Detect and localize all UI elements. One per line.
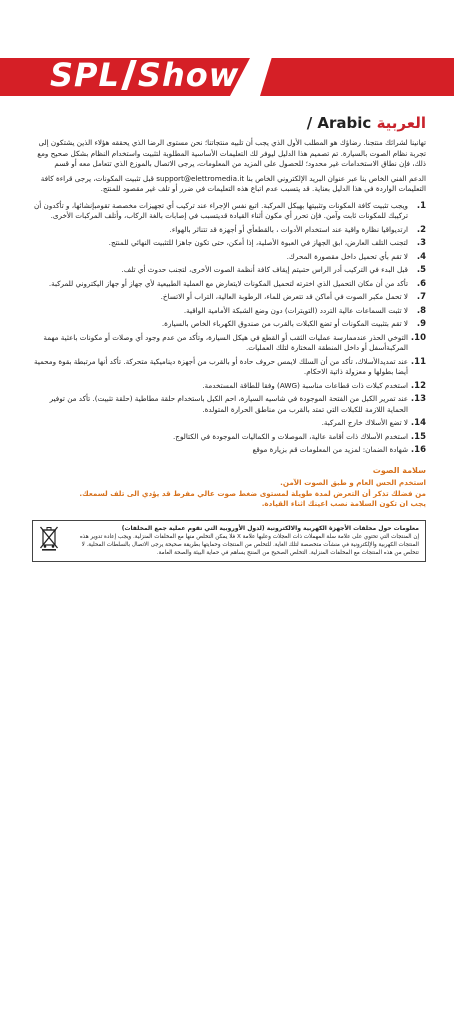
item-number: 11. [410,356,426,367]
item-text: لا تضع الأسلاك خارج المركبة. [321,418,408,427]
safety-line: يجب ان تكون السلامة نصب اعينك اثناء القيادة. [261,499,426,508]
item-number: 1. [416,200,426,211]
instruction-list [32,201,426,456]
title-arabic: العربية [376,114,426,132]
item-text: لتجنب التلف العارض، ابق الجهاز في العبوة الأصلية، إذا أمكن، حتى تكون جاهزا للتثبيت النهائي للمنتج. [108,238,408,247]
intro [32,138,426,195]
item-text: لا تثبت السماعات عالية التردد (التويترات) دون وضع الشبكة الأمامية الواقية. [183,305,408,315]
list-item [32,225,426,236]
item-number: 3. [416,238,426,248]
item-text: لا تقم بأي تحميل داخل مقصورة المحرك. [286,251,408,261]
item-text: عند تمديدالأسلاك، تأكد من أن السلك لايمس حروف حادة أو بالقرب من أجهزة ديناميكية متحركة. تأكد أنها مرتبطة بقوة ومحمية أيضا بطولها و معزولة ذاتية الاحكام. [33,356,408,376]
item-number: 12. [410,380,426,391]
page-title [32,112,426,134]
title-english: Arabic / [306,114,372,132]
brand-logo [50,56,239,94]
item-number: 6. [416,278,426,289]
item-number: 13. [410,394,426,404]
item-number: 14. [410,418,426,428]
list-item [32,279,426,290]
weee-text [65,525,419,557]
item-text: عند تمرير الكبل من الفتحة الموجودة في شاسيه السيارة، احم الكبل باستخدام حلقة مطاطية (حلقة تثبيت). تأكد من توفير الحماية اللازمة للكبلات التي تمتد بالقرب من مناطق الحرارة المتولدة. [49,394,408,414]
item-text: ارتديواقيا نظارة واقية عند استخدام الأدوات ، بالقطعأي أو أجهزة قد تتناثر بالهواء. [169,224,408,234]
item-text: استخدم الأسلاك ذات أقامة عالية، الموصلات و الكماليات الموجودة في الكتالوج. [173,431,408,441]
logo-text-left: SPL [50,56,120,94]
list-item [32,306,426,317]
item-number: 16. [410,445,426,455]
item-number: 8. [416,305,426,316]
list-item [32,201,426,222]
item-number: 9. [416,319,426,329]
audio-safety [32,466,426,510]
list-item [32,418,426,429]
logo-band-right [260,58,454,96]
crossed-bin-icon [39,525,59,551]
list-item [32,445,426,456]
list-item [32,252,426,263]
item-number: 15. [410,431,426,442]
safety-line: استخدم الحس العام و طبق الصوت الآمن. [280,478,426,487]
list-item [32,432,426,443]
item-number: 7. [416,292,426,302]
weee-title: معلومات حول مخلفات الأجهزة الكهربية والالكترونية (لدول الأوروبية التي تقوم عملية جمع المخلفات) [121,524,419,532]
item-number: 5. [416,265,426,275]
list-item [32,381,426,392]
intro-paragraph: الدعم الفني الخاص بنا عبر عنوان البريد الإلكتروني الخاص بنا support@elettromedia.it قبل تثبيت المكونات، يرجى قراءة كافة التعليمات الواردة في هذا الدليل بعناية. قد يتسبب عدم اتباع هذه التعليمات في ضرر أو تلف غير مقصود للمنتج. [40,173,426,193]
item-text: لا تقم بتثبيت المكونات أو تضع الكبلات بالقرب من صندوق الكهرباء الخاص بالسيارة. [161,319,408,328]
logo-slash [121,60,137,90]
list-item [32,238,426,249]
item-text: شهادة الضمان: لمزيد من المعلومات قم بزيارة موقع [252,445,408,454]
item-text: استخدم كبلات ذات قطاعات مناسبة (AWG) وفقا للطاقة المستخدمة. [202,380,408,390]
document-body [32,112,426,562]
weee-body: إن المنتجات التي تحتوي على علامة سلة المهملات ذات العجلات وعليها علامة X فلا يمكن التخلص منها مع المخلفات المنزلية. ويجب إعادة تدوير هذه المنتجات الكهربية والإلكترونية في منشآت متخصصة لتلك الغاية. للتخلص من المنتجات وحمايتها بطريقة صحيحة يرجى الاتصال بالسلطات المحلية. لا تتخلص من هذه المنتجات مع المخلفات المنزلية. التخلص الصحيح من المنتج يساهم في حماية البيئة والصحة العامة. [79,533,419,556]
item-number: 2. [416,224,426,235]
list-item [32,292,426,303]
list-item [32,333,426,354]
safety-heading: سلامة الصوت [372,465,426,475]
list-item [32,265,426,276]
item-text: التوخي الحذر عندممارسة عمليات الثقب أو القطع في هيكل السيارة، وتأكد من عدم وجود أي وصلات أو مكونات باعثية مهمة المركبةأسفل أو داخل المنطقة المختارة لتلك العمليات. [43,332,408,352]
item-text: ويجب تثبيت كافة المكونات وتثبيتها بهيكل المركبة. اتبع نفس الإجراء عند تركيب أي تجهيزات مخصصة تقومبإنشائها، و تأكدون أن تركيبك للمكونات ثابت وآمن. فإن تحرر أي مكون أثناء القيادة قديتسبب في إصابات بالغة الركاب، وأتلف المركبات الأخرى. [34,200,408,220]
header [0,0,454,112]
item-number: 10. [410,332,426,343]
list-item [32,394,426,415]
item-number: 4. [416,251,426,262]
item-text: قبل البدء في التركيب أدر الراس حتىيتم إيقاف كافة أنظمة الصوت الأخرى، لتجنب حدوث أي تلف. [121,265,408,274]
item-text: تأكد من أن مكان التحميل الذي اخترته لتحميل المكونات لايتعارض مع العملية الطبيعية لأي جهاز أو جهاز اليكتروني للمركبة. [48,278,408,288]
list-item [32,357,426,378]
safety-line: من فضلك تذكر أن التعرض لمدة طويلة لمستوى ضغط صوت عالي مفرط قد يؤدي الى تلف لسمعك. [79,488,426,498]
intro-paragraph: تهانينا لشرائك منتجنا. رضاؤك هو المطلب الأول الذي يجب أن تلبيه منتجاتنا؛ نحن مستوى الرضا الذي يحققه هؤلاء الذين يشتكون إلى تجربة نظام الصوت بالسيارة. تم تصميم هذا الدليل ليوفر لك التعليمات الأساسية المطلوبة لتثبيت واستخدام النظام بشكل صحيح ومع ذلك، فإن نطاق الاستخدامات غير محدود؛ للحصول على المزيد من المعلومات، يرجى الاتصال بالموزع الذي تتعامل معه أو قسم [37,138,426,168]
list-item [32,319,426,330]
logo-text-right: Show [137,56,240,94]
item-text: لا تحمل مكبر الصوت في أماكن قد تتعرض للماء، الرطوبة العالية، التراب أو الاتساخ. [160,292,408,301]
weee-notice [32,520,426,562]
